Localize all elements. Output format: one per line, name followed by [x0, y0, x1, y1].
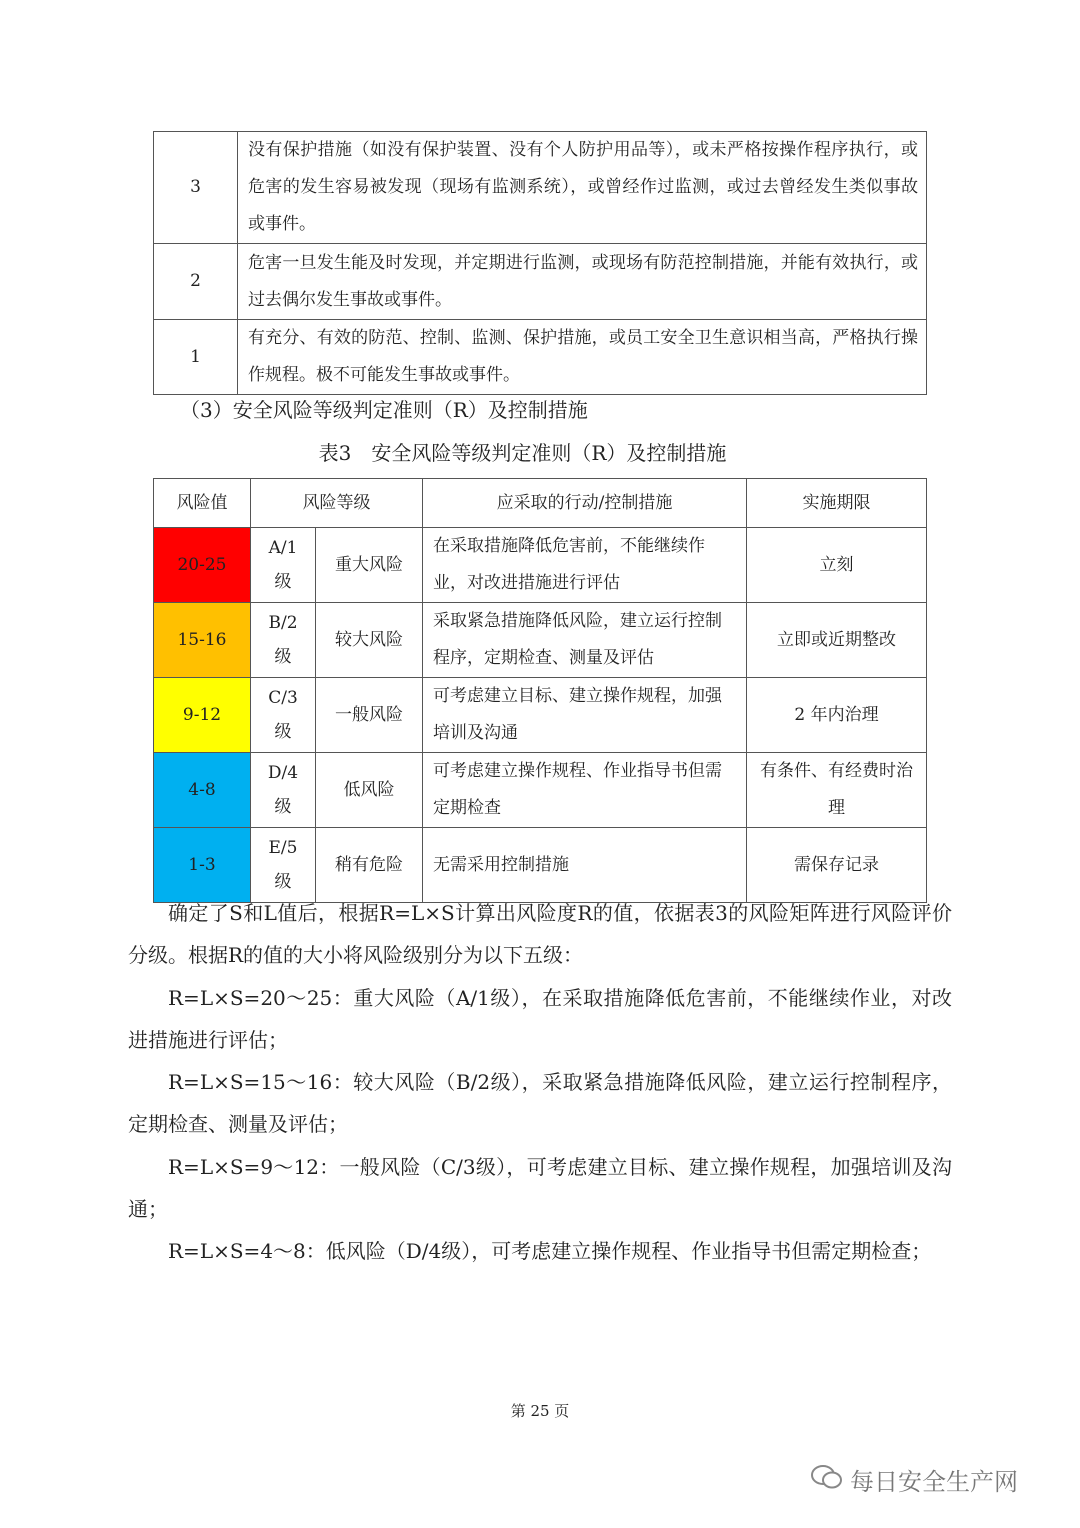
risk-value-cell: 20-25 — [154, 528, 251, 603]
header-actions: 应采取的行动/控制措施 — [423, 479, 747, 528]
wechat-icon — [810, 1463, 844, 1497]
risk-code-suffix: 级 — [274, 797, 292, 817]
likelihood-level: 1 — [154, 320, 238, 395]
risk-deadline: 有条件、有经费时治理 — [747, 753, 927, 828]
risk-level-table — [153, 478, 927, 903]
risk-code: C/3 — [268, 688, 298, 708]
risk-code-suffix: 级 — [274, 722, 292, 742]
risk-action: 在采取措施降低危害前，不能继续作业，对改进措施进行评估 — [423, 528, 747, 603]
table-row — [154, 753, 927, 828]
table-row — [154, 132, 927, 244]
table-row — [154, 244, 927, 320]
risk-code-suffix: 级 — [274, 647, 292, 667]
header-risk-level: 风险等级 — [251, 479, 423, 528]
table-row — [154, 678, 927, 753]
watermark — [810, 1462, 1018, 1497]
paragraph: R=L×S=20～25：重大风险（A/1级），在采取措施降低危害前，不能继续作业，对改进措施进行评估； — [128, 985, 952, 1052]
paragraph: R=L×S=9～12：一般风险（C/3级），可考虑建立目标、建立操作规程，加强培训及沟通； — [128, 1154, 952, 1222]
risk-level-name: 一般风险 — [316, 678, 423, 753]
likelihood-description: 没有保护措施（如没有保护装置、没有个人防护用品等），或未严格按操作程序执行，或危害的发生容易被发现（现场有监测系统），或曾经作过监测，或过去曾经发生类似事故或事件。 — [238, 132, 927, 244]
watermark-text: 每日安全生产网 — [850, 1468, 1018, 1496]
risk-action: 可考虑建立操作规程、作业指导书但需定期检查 — [423, 753, 747, 828]
risk-code: A/1 — [268, 538, 298, 558]
header-risk-value: 风险值 — [154, 479, 251, 528]
risk-code: D/4 — [267, 763, 299, 783]
paragraph: R=L×S=15～16：较大风险（B/2级），采取紧急措施降低风险，建立运行控制程序，定期检查、测量及评估； — [128, 1070, 952, 1137]
risk-code-suffix: 级 — [274, 572, 292, 592]
likelihood-description: 有充分、有效的防范、控制、监测、保护措施，或员工安全卫生意识相当高，严格执行操作规程。极不可能发生事故或事件。 — [238, 320, 927, 395]
table-row — [154, 320, 927, 395]
risk-value-cell: 15-16 — [154, 603, 251, 678]
risk-code: E/5 — [268, 838, 298, 858]
risk-deadline: 立即或近期整改 — [747, 603, 927, 678]
paragraph: R=L×S=4～8：低风险（D/4级），可考虑建立操作规程、作业指导书但需定期检查； — [168, 1239, 932, 1264]
risk-deadline: 需保存记录 — [747, 828, 927, 903]
risk-code: B/2 — [268, 613, 298, 633]
risk-value-cell: 4-8 — [154, 753, 251, 828]
risk-code-cell — [251, 753, 316, 828]
section-heading: （3）安全风险等级判定准则（R）及控制措施 — [180, 398, 588, 422]
risk-code-cell — [251, 678, 316, 753]
risk-level-name: 低风险 — [316, 753, 423, 828]
likelihood-level: 2 — [154, 244, 238, 320]
risk-action: 可考虑建立目标、建立操作规程，加强培训及沟通 — [423, 678, 747, 753]
risk-code-cell — [251, 528, 316, 603]
paragraph: 确定了S和L值后，根据R=L×S计算出风险度R的值，依据表3的风险矩阵进行风险评价分级。根据R的值的大小将风险级别分为以下五级： — [128, 901, 952, 968]
risk-code-suffix: 级 — [274, 872, 292, 892]
risk-value-cell: 1-3 — [154, 828, 251, 903]
table-row — [154, 603, 927, 678]
risk-level-name: 稍有危险 — [316, 828, 423, 903]
page-number: 第 25 页 — [510, 1402, 570, 1420]
risk-code-cell — [251, 603, 316, 678]
table-header-row — [154, 479, 927, 528]
risk-action: 无需采用控制措施 — [423, 828, 747, 903]
risk-value-cell: 9-12 — [154, 678, 251, 753]
likelihood-description: 危害一旦发生能及时发现，并定期进行监测，或现场有防范控制措施，并能有效执行，或过去偶尔发生事故或事件。 — [238, 244, 927, 320]
body-text — [128, 892, 952, 1273]
risk-level-name: 较大风险 — [316, 603, 423, 678]
risk-deadline: 立刻 — [747, 528, 927, 603]
risk-deadline: 2 年内治理 — [747, 678, 927, 753]
risk-level-name: 重大风险 — [316, 528, 423, 603]
header-deadline: 实施期限 — [747, 479, 927, 528]
likelihood-table — [153, 131, 927, 395]
risk-action: 采取紧急措施降低风险，建立运行控制程序，定期检查、测量及评估 — [423, 603, 747, 678]
likelihood-level: 3 — [154, 132, 238, 244]
table-caption: 表3 安全风险等级判定准则（R）及控制措施 — [318, 441, 727, 465]
table-row — [154, 528, 927, 603]
